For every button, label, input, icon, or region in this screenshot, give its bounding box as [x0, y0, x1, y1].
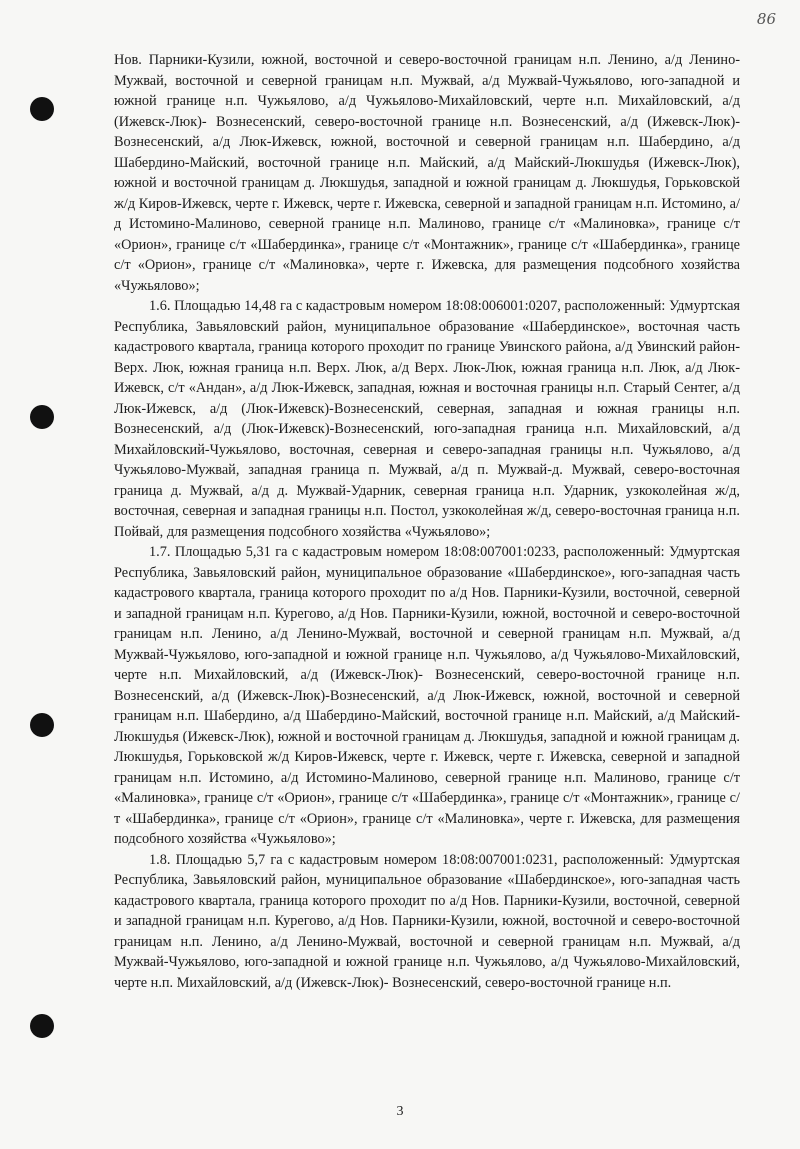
binder-hole-icon: [30, 1014, 54, 1038]
paragraph-1-6: 1.6. Площадью 14,48 га с кадастровым номером 18:08:006001:0207, расположенный: Удмуртская Республика, Завьяловский район, муниципальное образование «Шабердинское», восточная часть кадастрового квартала, граница которого проходит по границе Увинского района, а/д Увинский район-Верх. Люк, южная граница н.п. Верх. Люк, а/д Верх. Люк-Люк, южная граница н.п. Люк, а/д Люк-Ижевск, с/т «Андан», а/д Люк-Ижевск, западная, южная и восточная границы н.п. Старый Сентег, а/д Люк-Ижевск, а/д (Люк-Ижевск)-Вознесенский, северная, западная и южная границы н.п. Вознесенский, а/д (Люк-Ижевск)-Вознесенский, юго-западная граница н.п. Михайловский, а/д Михайловский-Чужьялово, восточная, северная и северо-западная границы н.п. Чужьялово, а/д Чужьялово-Мужвай, западная граница п. Мужвай, а/д п. Мужвай-д. Мужвай, северо-восточная граница д. Мужвай, а/д д. Мужвай-Ударник, северная граница н.п. Ударник, узкоколейная ж/д, восточная, северная и западная границы н.п. Постол, узкоколейная ж/д, северо-восточная граница н.п. Пойвай, для размещения подсобного хозяйства «Чужьялово»;: [114, 298, 740, 540]
handwritten-sheet-number: 86: [756, 10, 776, 28]
paragraph-1-8: 1.8. Площадью 5,7 га с кадастровым номером 18:08:007001:0231, расположенный: Удмуртская Республика, Завьяловский район, муниципальное образование «Шабердинское», юго-западная часть кадастрового квартала, граница которого проходит по а/д Нов. Парники-Кузили, восточной, северной и западной границам н.п. Курегово, а/д Нов. Парники-Кузили, южной, восточной и северо-восточной границам н.п. Ленино, а/д Ленино-Мужвай, восточной и северной границам н.п. Мужвай, а/д Мужвай-Чужьялово, юго-западной и южной границе н.п. Чужьялово, а/д Чужьялово-Михайловский, черте н.п. Михайловский, а/д (Ижевск-Люк)- Вознесенский, северо-восточной границе н.п.: [114, 851, 740, 991]
document-body: [114, 50, 740, 993]
page-number: 3: [396, 1104, 404, 1119]
paragraph-continuation: Нов. Парники-Кузили, южной, восточной и северо-восточной границам н.п. Ленино, а/д Ленино-Мужвай, восточной и северной границам н.п. Мужвай, а/д Мужвай-Чужьялово, юго-западной и южной границе н.п. Чужьялово, а/д Чужьялово-Михайловский, черте н.п. Михайловский, а/д (Ижевск-Люк)- Вознесенский, северо-восточной границе н.п. Вознесенский, а/д (Ижевск-Люк)-Вознесенский, а/д Люк-Ижевск, южной, восточной и северной границам н.п. Шабердино, а/д Шабердино-Майский, восточной границе н.п. Майский, а/д Майский-Люкшудья (Ижевск-Люк), южной и восточной границам д. Люкшудья, западной и южной границам д. Люкшудья, Горьковской ж/д Киров-Ижевск, черте г. Ижевск, черте г. Ижевска, северной и западной границам н.п. Истомино, а/д Истомино-Малиново, северной границе н.п. Малиново, границе с/т «Малиновка», границе с/т «Орион», границе с/т «Шабердинка», границе с/т «Монтажник», границе с/т «Шабердинка», границе с/т «Орион», границе с/т «Малиновка», черте г. Ижевска, для размещения подсобного хозяйства «Чужьялово»;: [114, 52, 740, 294]
binder-hole-icon: [30, 713, 54, 737]
binder-hole-icon: [30, 405, 54, 429]
binder-hole-icon: [30, 97, 54, 121]
paragraph-1-7: 1.7. Площадью 5,31 га с кадастровым номером 18:08:007001:0233, расположенный: Удмуртская Республика, Завьяловский район, муниципальное образование «Шабердинское», юго-западная часть кадастрового квартала, граница которого проходит по а/д Нов. Парники-Кузили, восточной, северной и западной границам н.п. Курегово, а/д Нов. Парники-Кузили, южной, восточной и северо-восточной границам н.п. Ленино, а/д Ленино-Мужвай, восточной и северной границам н.п. Мужвай, а/д Мужвай-Чужьялово, юго-западной и южной границе н.п. Чужьялово, а/д Чужьялово-Михайловский, черте н.п. Михайловский, а/д (Ижевск-Люк)- Вознесенский, северо-восточной границе н.п. Вознесенский, а/д (Ижевск-Люк)-Вознесенский, а/д Люк-Ижевск, южной, восточной и северной границам н.п. Шабердино, а/д Шабердино-Майский, восточной границе н.п. Майский, а/д Майский-Люкшудья (Ижевск-Люк), южной и восточной границам д. Люкшудья, западной и южной границам д. Люкшудья, Горьковской ж/д Киров-Ижевск, черте г. Ижевск, черте г. Ижевска, северной и западной границам н.п. Истомино, а/д Истомино-Малиново, северной границе н.п. Малиново, границе с/т «Малиновка», границе с/т «Орион», границе с/т «Шабердинка», границе с/т «Монтажник», границе с/т «Шабердинка», границе с/т «Орион», границе с/т «Малиновка», черте г. Ижевска, для размещения подсобного хозяйства «Чужьялово»;: [114, 544, 740, 847]
